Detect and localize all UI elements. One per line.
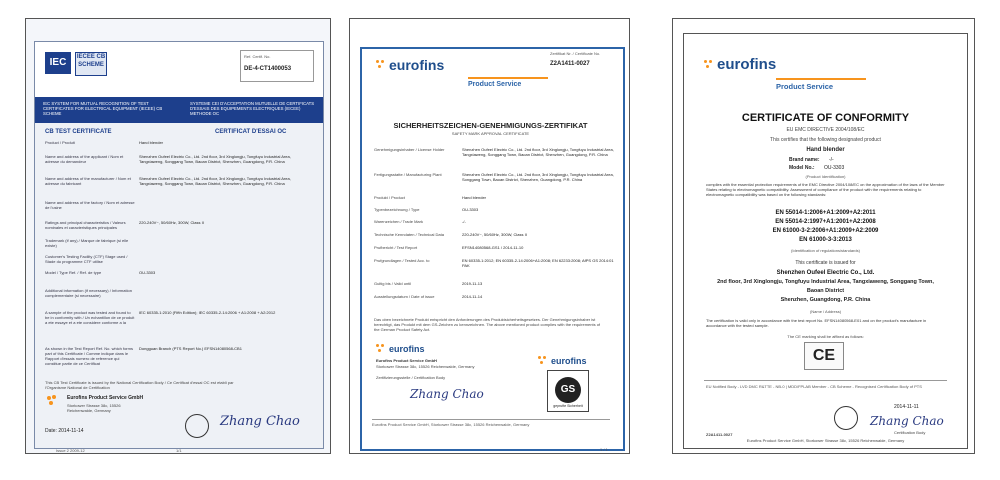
scheme-band-fr: SYSTEME CEI D'ACCEPTATION MUTUELLE DE CERTIFICATS D'ESSAIS DES EQUIPEMENTS ELECTRIQUES (IECEE) METHODE OC [190,101,315,116]
cb-test-certificate [25,18,331,454]
coc-issued-to: This certificate is issued for [795,260,856,266]
gs-field-value: Shenzhen Oufeel Electric Co., Ltd. 2nd floor, 3rd Xinglongju, Tongfuyu Industrial Area, Songgang Town, Baoan District, Shenzhen, Guangdong, P.R. China [462,172,614,182]
gs-field-label: Genehmigungsinhaber / License Holder [374,147,445,152]
coc-company: Shenzhen Oufeel Electric Co., Ltd. [776,270,875,276]
footer-issue: Issue 2 2009-12 [56,448,85,453]
coc-standard: EN 55014-1:2006+A1:2009+A2:2011 [775,210,876,216]
field-label: Name and address of the manufacturer / Nom et adresse du fabricant [45,176,131,186]
issued-by-label: This CB Test Certificate is issued by the National Certification Body / Ce Certificat d'essai OC est etabli par l'Organisme National de Certification [45,380,234,390]
coc-product-service: Product Service [776,78,866,91]
certificate-header [35,42,323,97]
field-label: Name and address of the applicant / Nom et adresse du demandeur [45,154,124,164]
coc-directive: EU EMC DIRECTIVE 2004/108/EC [786,127,865,133]
issue-date [45,428,84,434]
coc-ce-caption: The CE marking shall be affixed as follows: [787,334,864,339]
signer-brand: eurofins [389,344,425,354]
footer-page: 1/1 [176,448,182,453]
coc-brand: eurofins [717,56,777,73]
coc-product: Hand blender [806,147,845,153]
coc-bottom: Eurofins Product Service GmbH, Storkower Strasse 38c, 15526 Reichenwalde, Germany [746,438,905,443]
eurofins-brand: eurofins [389,57,445,73]
gs-title: SICHERHEITSZEICHEN-GENEHMIGUNGS-ZERTIFIKAT [393,121,588,130]
field-label: Trademark (if any) / Marque de fabrique (si elle existe) [45,238,129,248]
field-value: Shenzhen Oufeel Electric Co., Ltd. 2nd floor, 3rd Xinglongju, Tongfuyu Industrial Area, Tangxiaweng, Songgang Town, Baoan District, Shenzhen, Guangdong, P.R. China [139,176,291,186]
gs-field-label: Produkt / Product [374,195,405,200]
issue-date-label: Date: [45,428,57,434]
gs-field-value: -/- [462,219,466,224]
model-label: Model No.: [789,165,815,171]
brand-name-label: Brand name: [789,157,820,163]
field-label: Name and address of the factory / Nom et adresse de l'usine [45,200,135,210]
coc-bottom-address: Storkower Strasse 38c, 15526 Reichenwalde, Germany [805,438,905,443]
gs-subtitle: SAFETY MARK APPROVAL CERTIFICATE [451,131,530,136]
coc-standard: EN 61000-3-3:2013 [799,237,852,243]
gs-field-value: 2019-11-13 [462,281,483,286]
gs-logo-header [538,356,587,366]
gs-field-label: Prufgrundlagen / Tested Acc. to [374,258,430,263]
field-label: Model / Type Ref. / Ref. de type [45,270,102,275]
gs-field-label: Ausstellungsdatum / Date of issue [374,294,435,299]
coc-brand-row [789,157,834,163]
iecee-logo: IECEE CB SCHEME [75,52,107,76]
gs-field-label: Warenzeichen / Trade Mark [374,219,423,224]
scheme-band [35,97,323,123]
coc-doc-no: Z2A1411-0027 [706,432,733,437]
gs-mark-icon [547,370,589,412]
gs-field-label: Prufbericht / Test Report [374,245,418,250]
eurofins-dots-icon [376,60,386,70]
gs-field-label: Typenbezeichnung / Type [374,207,420,212]
product-service-tab: Product Service [468,77,548,88]
gs-mark-caption: geprufte Sicherheit [553,404,583,408]
field-value: OU-3303 [139,270,156,275]
gs-footer-page: 1 / 1 [600,447,608,452]
field-label: Customer's Testing Facility (CTF) Stage used / Stade du programme CTF utilise [45,254,128,264]
certificate-title [35,127,323,137]
signer-role: Zertifizierungsstelle / Certification Body [376,375,446,380]
gs-mark-text: GS [555,377,581,403]
coc-eurofins-logo [704,56,776,73]
field-label: Ratings and principal characteristics / Valeurs nominales et caracteristiques principales [45,220,126,230]
ref-cert-box [240,50,314,82]
field-value: Dongguan Branch (PTS Report No.) EFSN14080568-CB1 [139,346,242,351]
issuer-name: Eurofins Product Service GmbH [67,395,144,401]
gs-note: Das oben bezeichnete Produkt entspricht den Anforderungen des Produktsicherheitsgesetzes. Der Genehmigungsinhaber ist berechtigt, das Produkt mit dem GS-Zeichen zu kennzeichnen. The above mentioned product complies with the requirements of the German Product Safety Act. [374,317,601,332]
coc-bottom-company: Eurofins Product Service GmbH [746,438,804,443]
coc-address-line: Baoan District [806,288,845,294]
field-value: Shenzhen Oufeel Electric Co., Ltd. 2nd floor, 3rd Xinglongju, Tongfuyu Industrial Area, Tangxiaweng, Songgang Town, Baoan District, Shenzhen, Guangdong, P.R. China [139,154,291,164]
coc-standard: EN 55014-2:1997+A1:2001+A2:2008 [775,219,876,225]
issuer-address: Storkower Strasse 38c, 15526 Reichenwalde, Germany [67,403,121,413]
field-label: A sample of the product was tested and found to be in conformity with / Un echantillon de ce produit a ete essaye et a ete considere conforme a la [45,310,135,325]
field-value: 220-240V~, 50/60Hz, 300W, Class II [139,220,204,225]
field-value: Hand blender [139,140,164,145]
ref-cert-number: DE-4-CT1400053 [244,66,292,72]
gs-field-value: OU-3303 [462,207,479,212]
signer-address: Storkower Strasse 38c, 15526 Reichenwalde, Germany [376,364,475,369]
coc-seal-icon [834,406,858,430]
signer-logo [376,344,425,354]
gs-field-value: 220-240V~, 50/60Hz, 300W, Class II [462,232,527,237]
eurofins-logo [376,57,444,73]
field-label: Additional information (if necessary) / Information complementaire (si necessaire) [45,288,132,298]
coc-model-row [789,165,844,171]
coc-frame [683,33,968,449]
certificate-of-conformity [672,18,975,454]
eurofins-mark-icon [45,394,63,408]
signature: Zhang Chao [220,414,300,429]
eurofins-seal-icon [185,414,209,438]
gs-field-value: EN 60335-1:2012; EN 60335-2-14:2006+A1:2008; EN 62233:2008; AfPS GS 2014:01 PAK [462,258,614,268]
coc-divider [704,380,947,381]
gs-field-value: 2014-11-14 [462,294,483,299]
eurofins-dots-icon [704,60,714,70]
eurofins-dots-icon [538,356,548,366]
coc-address-caption: (Name / Address) [809,309,842,314]
gs-field-label: Gultig bis / Valid until [374,281,412,286]
certificate-body [34,41,324,449]
footer-divider [372,419,610,420]
coc-title: CERTIFICATE OF CONFORMITY [741,112,910,124]
coc-complies: complies with the essential protection requirements of the EMC Directive 2004/108/EC on the approximation of the laws of the Member States relating to electromagnetic compatibility. Assessment of compliance of the product with the requirements relating to electromagnetic compatibility was based on the following standards: [706,182,945,197]
eurofins-dots-icon [376,344,386,354]
coc-footer-small: EU Notified Body - LVD DMC R&TTE - NB-0 | MDD/FPLAB Member - CB Scheme - Recognised Certification Body of PTS [706,384,922,389]
issue-date-value: 2014-11-14 [58,428,84,434]
ref-cert-label: Ref. Certif. No. [244,54,271,59]
gs-field-label: Fertigungsstatte / Manufacturing Plant [374,172,442,177]
gs-footer: Eurofins Product Service GmbH, Storkower Strasse 38c, 15526 Reichenwalde, Germany [372,422,530,427]
coc-validity: The certification is valid only in accordance with the test report No. EFSN14080568-E01 and on the product's manufacture in accordance with the tested sample. [706,318,927,328]
gs-field-value: Hand blender [462,195,487,200]
coc-address-line: Shenzhen, Guangdong, P.R. China [780,297,871,303]
gs-field-value: Shenzhen Oufeel Electric Co., Ltd. 2nd floor, 3rd Xinglongju, Tongfuyu Industrial Area, Tangxiaweng, Songgang Town, Baoan District, Shenzhen, Guangdong, P.R. China [462,147,614,157]
gs-certificate [349,18,630,454]
title-en: CB TEST CERTIFICATE [45,129,112,135]
coc-address-line: 2nd floor, 3rd Xinglongju, Tongfuyu Industrial Area, Tangxiaweng, Songgang Town, [717,279,934,285]
coc-sign-role: Certification Body [894,430,926,435]
field-label: Product / Produit [45,140,75,145]
cert-no-label: Zertifikat Nr. / Certificate No. [550,51,601,56]
gs-brand: eurofins [551,356,587,366]
field-label: As shown in the Test Report Ref. No. which forms part of this Certificate / Comme indique dans le Rapport d'essais numero de reference qui constitue partie de ce Certificat [45,346,133,366]
coc-certifies: This certifies that the following designated product [770,137,881,143]
gs-field-value: EFSN14080568-GS1 / 2014-11-10 [462,245,524,250]
gs-signature: Zhang Chao [410,387,484,401]
coc-date: 2014-11-11 [894,404,919,410]
gs-field-label: Technische Kenndaten / Technical Data [374,232,444,237]
cert-no: Z2A1411-0027 [550,61,590,67]
coc-standards-caption: (Identification of regulations/standards) [791,248,860,253]
iec-logo: IEC [45,52,71,74]
title-fr: CERTIFICAT D'ESSAI OC [215,129,287,135]
ce-mark: CE [804,342,844,370]
coc-product-ident: (Product Identification) [805,174,846,179]
brand-name-value: -/- [828,157,834,163]
field-value: IEC 60335-1:2010 (Fifth Edition); IEC 60335-2-14:2006 + A1:2008 + A2:2012 [139,310,276,315]
signer-company: Eurofins Product Service GmbH [376,358,437,363]
coc-standard: EN 61000-3-2:2006+A1:2009+A2:2009 [772,228,879,234]
scheme-band-en: IEC SYSTEM FOR MUTUAL RECOGNITION OF TEST CERTIFICATES FOR ELECTRICAL EQUIPMENT (IECEE) CB SCHEME [43,101,163,116]
model-value: OU-3303 [823,165,845,171]
coc-signature: Zhang Chao [870,414,944,428]
